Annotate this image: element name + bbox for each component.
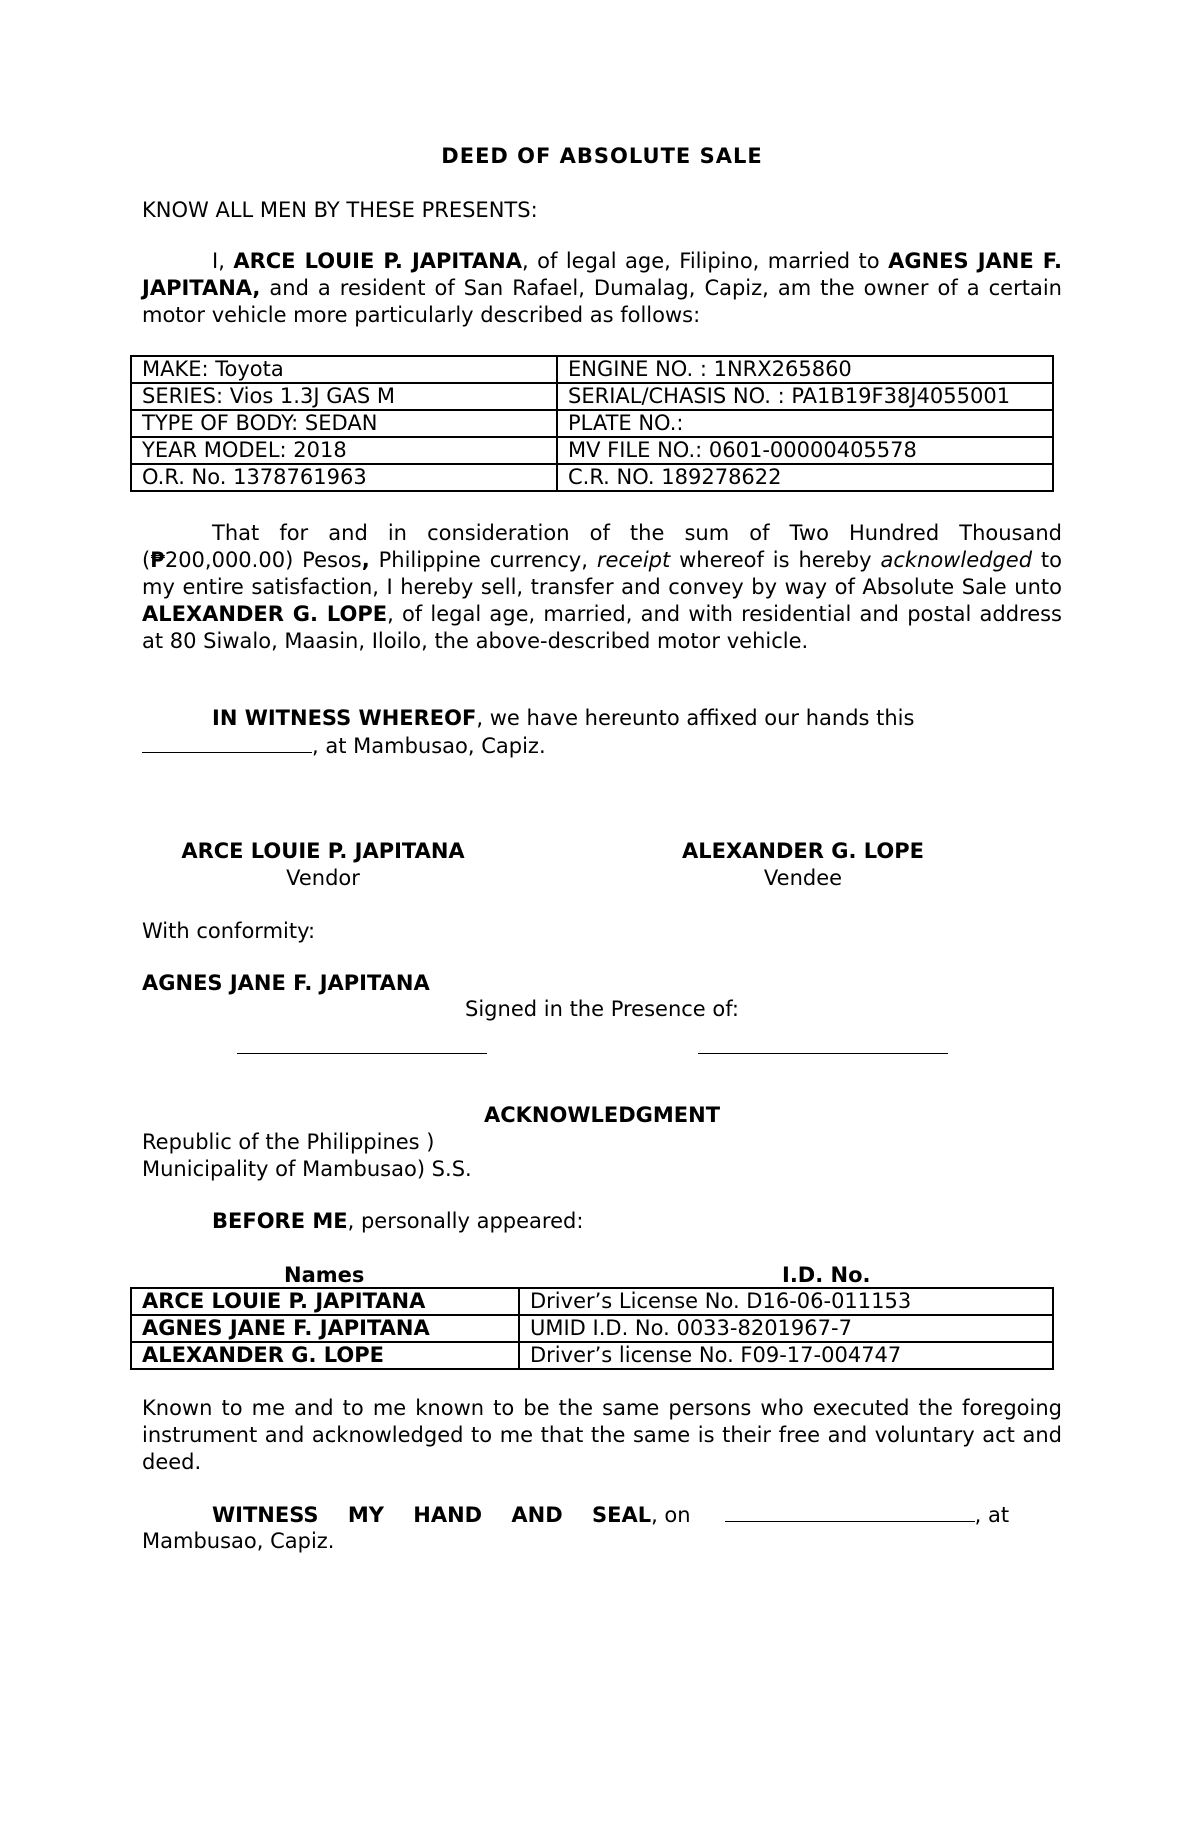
vendee-role: Vendee [763, 866, 843, 890]
vendor-role: Vendor [286, 866, 360, 890]
owner-name: ARCE LOUIE P. JAPITANA [233, 249, 523, 273]
table-row [131, 1288, 1053, 1315]
witness-text: , we have hereunto affixed our hands this [476, 706, 915, 730]
table-cell: C.R. NO. 189278622 [557, 464, 1053, 491]
conformity-label: With conformity: [142, 919, 316, 943]
table-row [131, 464, 1053, 491]
intro-text: and a resident of San Rafael, Dumalag, Capiz, am the owner of a certain motor vehicle more particularly described as follows: [142, 276, 1062, 327]
spouse-name: AGNES JANE F. JAPITANA, [142, 249, 1062, 300]
vehicle-table [130, 355, 1054, 492]
table-cell: O.R. No. 1378761963 [131, 464, 557, 491]
table-cell: MV FILE NO.: 0601-00000405578 [557, 437, 1053, 464]
table-cell: ALEXANDER G. LOPE [131, 1342, 519, 1369]
table-cell: MAKE: Toyota [131, 356, 557, 383]
before-me-line [142, 1208, 1062, 1235]
seal-date-blank [725, 1501, 975, 1522]
table-cell: SERIES: Vios 1.3J GAS M [131, 383, 557, 410]
intro-paragraph [142, 248, 1062, 329]
presence-label: Signed in the Presence of: [465, 997, 739, 1021]
table-row [131, 1342, 1053, 1369]
conformity-name: AGNES JANE F. JAPITANA [142, 971, 430, 995]
table-cell: PLATE NO.: [557, 410, 1053, 437]
seal-line [142, 1501, 1062, 1529]
venue-line-2: Municipality of Mambusao) S.S. [142, 1157, 472, 1181]
table-row [131, 437, 1053, 464]
table-cell: TYPE OF BODY: SEDAN [131, 410, 557, 437]
witness-signature-line-1 [237, 1052, 487, 1054]
acknowledgment-title: ACKNOWLEDGMENT [483, 1103, 721, 1127]
table-row [131, 383, 1053, 410]
vendee-name: ALEXANDER G. LOPE [681, 839, 924, 863]
witness-line-2 [142, 732, 1062, 760]
acknowledged-word: acknowledged [880, 548, 1033, 572]
date-blank [142, 732, 312, 753]
consideration-text: whereof is hereby [670, 548, 881, 572]
table-row [131, 356, 1053, 383]
intro-text: I, [212, 249, 234, 273]
id-column-header: I.D. No. [782, 1263, 871, 1287]
vendor-name: ARCE LOUIE P. JAPITANA [181, 839, 465, 863]
seal-text: , at [974, 1503, 1010, 1527]
witness-heading: IN WITNESS WHEREOF [212, 706, 477, 730]
vendee-signature-block [638, 838, 968, 892]
consideration-text: That for and in consideration of the sum of Two Hundred Thousand ( [142, 521, 1062, 572]
witness-signature-line-2 [698, 1052, 948, 1054]
consideration-text: 200,000.00) Pesos [164, 548, 362, 572]
consideration-paragraph [142, 520, 1062, 655]
opening-line: KNOW ALL MEN BY THESE PRESENTS: [142, 198, 538, 222]
venue-line-1: Republic of the Philippines ) [142, 1130, 435, 1154]
names-column-header: Names [284, 1263, 365, 1287]
document-title: DEED OF ABSOLUTE SALE [441, 144, 763, 168]
table-cell: Driver’s license No. F09-17-004747 [519, 1342, 1053, 1369]
consideration-text: , of legal age, married, and with residential and postal address at 80 Siwalo, Maasin, Iloilo, the above-described motor vehicle. [142, 602, 1062, 653]
table-cell: AGNES JANE F. JAPITANA [131, 1315, 519, 1342]
consideration-text: , [361, 548, 370, 572]
before-me-bold: BEFORE ME [212, 1209, 348, 1233]
witness-paragraph [142, 705, 1062, 732]
seal-place: Mambusao, Capiz. [142, 1529, 335, 1553]
seal-heading: WITNESS MY HAND AND SEAL [212, 1503, 652, 1527]
table-cell: ARCE LOUIE P. JAPITANA [131, 1288, 519, 1315]
witness-text: , at Mambusao, Capiz. [312, 734, 546, 758]
receipt-word: receipt [596, 548, 671, 572]
seal-text: , on [651, 1503, 691, 1527]
table-cell: SERIAL/CHASIS NO. : PA1B19F38J4055001 [557, 383, 1053, 410]
consideration-text: Philippine currency, [369, 548, 597, 572]
vendor-signature-block [141, 838, 505, 892]
buyer-name: ALEXANDER G. LOPE [142, 602, 388, 626]
intro-text: , of legal age, Filipino, married to [522, 249, 889, 273]
peso-sign: ₱ [150, 548, 165, 572]
table-cell: Driver’s License No. D16-06-011153 [519, 1288, 1053, 1315]
identification-table [130, 1287, 1054, 1370]
known-paragraph: Known to me and to me known to be the same persons who executed the foregoing instrument and acknowledged to me that the same is their free and voluntary act and deed. [142, 1396, 1062, 1474]
table-cell: UMID I.D. No. 0033-8201967-7 [519, 1315, 1053, 1342]
table-cell: YEAR MODEL: 2018 [131, 437, 557, 464]
consideration-text: to my entire satisfaction, I hereby sell, transfer and convey by way of Absolute Sale unto [142, 548, 1063, 599]
table-row [131, 410, 1053, 437]
table-cell: ENGINE NO. : 1NRX265860 [557, 356, 1053, 383]
table-row [131, 1315, 1053, 1342]
before-me-text: , personally appeared: [347, 1209, 584, 1233]
